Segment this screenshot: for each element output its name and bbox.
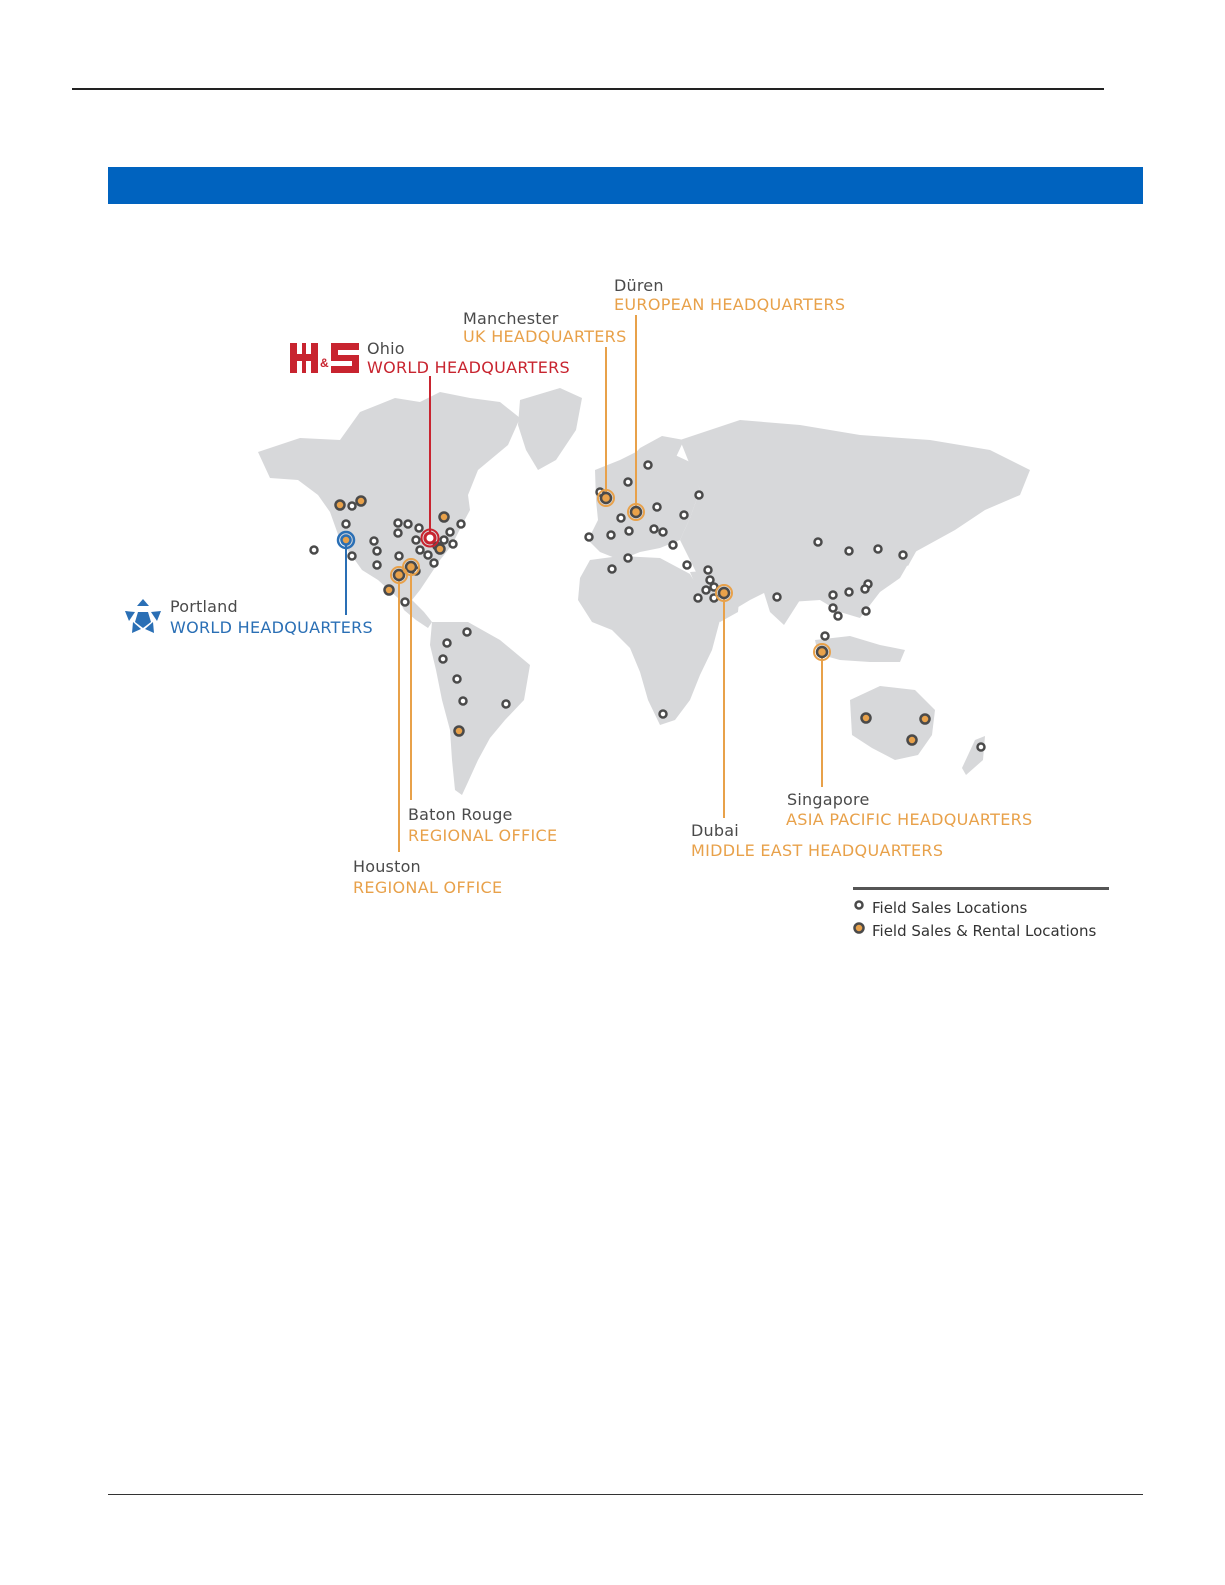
- ohio-marker: [425, 533, 435, 543]
- duren-city: Düren: [614, 276, 664, 295]
- ohio-title: WORLD HEADQUARTERS: [367, 358, 571, 377]
- portland-city: Portland: [170, 597, 238, 616]
- legend-row-rental: [853, 919, 1109, 942]
- bottom-rule: [108, 1494, 1143, 1495]
- legend-bar: [853, 887, 1109, 890]
- hs-logo: [290, 343, 359, 373]
- map-legend: [853, 887, 1109, 942]
- houston-city: Houston: [353, 857, 421, 876]
- ohio-city: Ohio: [367, 339, 405, 358]
- manchester-city: Manchester: [463, 309, 559, 328]
- dubai-title: MIDDLE EAST HEADQUARTERS: [691, 841, 944, 860]
- baton-rouge-city: Baton Rouge: [408, 805, 513, 824]
- portland-title: WORLD HEADQUARTERS: [170, 618, 374, 637]
- legend-row-field-sales: [853, 896, 1109, 919]
- south-america: [430, 622, 530, 795]
- singapore-city: Singapore: [787, 790, 870, 809]
- duren-title: EUROPEAN HEADQUARTERS: [614, 295, 846, 314]
- houston-title: REGIONAL OFFICE: [353, 878, 503, 897]
- india: [760, 580, 800, 625]
- new-zealand: [962, 736, 985, 775]
- continents: [258, 388, 1030, 795]
- legend-field-sales-label: Field Sales Locations: [872, 898, 1028, 917]
- singapore-title: ASIA PACIFIC HEADQUARTERS: [786, 810, 1033, 829]
- greenland: [518, 388, 582, 470]
- portland-logo: [125, 599, 161, 633]
- dubai-city: Dubai: [691, 821, 739, 840]
- baton-rouge-title: REGIONAL OFFICE: [408, 826, 558, 845]
- legend-rental-label: Field Sales & Rental Locations: [872, 921, 1097, 940]
- manchester-title: UK HEADQUARTERS: [463, 327, 627, 346]
- north-america: [258, 392, 520, 600]
- svg-text:&: &: [320, 356, 329, 370]
- portland-marker: [342, 536, 351, 545]
